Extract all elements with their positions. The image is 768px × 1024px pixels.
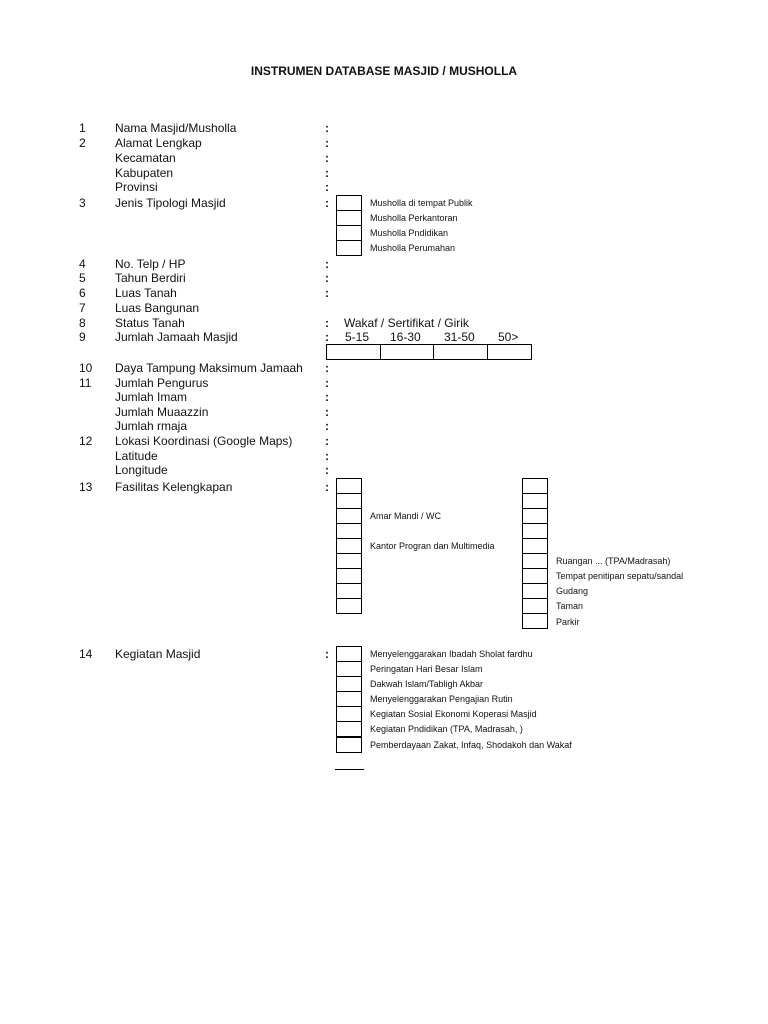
- label-lokasi-koordinasi: Lokasi Koordinasi (Google Maps): [115, 434, 293, 448]
- label-tipologi: Jenis Tipologi Masjid: [115, 196, 226, 210]
- row-number: 5: [79, 271, 86, 285]
- checkbox-fasilitas-right[interactable]: [522, 523, 548, 539]
- label-jumlah-muaazzin: Jumlah Muaazzin: [115, 405, 209, 419]
- colon: :: [325, 463, 329, 477]
- option-fasilitas-penitipan: Tempat penitipan sepatu/sandal: [556, 571, 684, 581]
- checkbox-kegiatan-sosial[interactable]: [336, 706, 362, 722]
- checkbox-fasilitas-left[interactable]: [336, 523, 362, 539]
- divider-line: [335, 769, 364, 770]
- colon: :: [325, 390, 329, 404]
- label-luas-bangunan: Luas Bangunan: [115, 301, 200, 315]
- label-longitude: Longitude: [115, 463, 168, 477]
- row-number: 12: [79, 434, 93, 448]
- colon: :: [325, 647, 329, 661]
- option-tipologi-pendidikan: Musholla Pndidikan: [370, 228, 449, 238]
- option-fasilitas-parkir: Parkir: [556, 617, 580, 627]
- jamaah-cell-50-plus[interactable]: [487, 344, 532, 360]
- checkbox-fasilitas-right[interactable]: [522, 508, 548, 524]
- label-provinsi: Provinsi: [115, 180, 158, 194]
- colon: :: [325, 449, 329, 463]
- label-kegiatan: Kegiatan Masjid: [115, 647, 201, 661]
- label-nama-masjid: Nama Masjid/Musholla: [115, 121, 237, 135]
- colon: :: [325, 376, 329, 390]
- jamaah-cell-31-50[interactable]: [433, 344, 488, 360]
- option-kegiatan-sosial: Kegiatan Sosial Ekonomi Koperasi Masjid: [370, 709, 537, 719]
- label-luas-tanah: Luas Tanah: [115, 286, 177, 300]
- colon: :: [325, 180, 329, 194]
- option-tipologi-publik: Musholla di tempat Publik: [370, 198, 473, 208]
- checkbox-fasilitas-right[interactable]: [522, 493, 548, 509]
- checkbox-fasilitas-right[interactable]: [522, 478, 548, 494]
- checkbox-fasilitas-ruangan[interactable]: [522, 553, 548, 569]
- row-number: 4: [79, 257, 86, 271]
- colon: :: [325, 434, 329, 448]
- label-kecamatan: Kecamatan: [115, 151, 176, 165]
- colon: :: [325, 136, 329, 150]
- checkbox-kegiatan-zakat[interactable]: [336, 737, 362, 753]
- jamaah-range-label: 50>: [498, 330, 519, 344]
- option-tipologi-perumahan: Musholla Perumahan: [370, 243, 456, 253]
- colon: :: [325, 316, 329, 330]
- row-number: 6: [79, 286, 86, 300]
- checkbox-tipologi-publik[interactable]: [336, 195, 362, 211]
- label-jumlah-remaja: Jumlah rmaja: [115, 419, 188, 433]
- row-number: 9: [79, 330, 86, 344]
- label-status-tanah: Status Tanah: [115, 316, 185, 330]
- row-number: 3: [79, 196, 86, 210]
- colon: :: [325, 419, 329, 433]
- colon: :: [325, 480, 329, 494]
- label-jumlah-pengurus: Jumlah Pengurus: [115, 376, 209, 390]
- checkbox-tipologi-perkantoran[interactable]: [336, 210, 362, 226]
- label-telp: No. Telp / HP: [115, 257, 186, 271]
- label-alamat: Alamat Lengkap: [115, 136, 202, 150]
- checkbox-tipologi-perumahan[interactable]: [336, 240, 362, 256]
- option-kegiatan-zakat: Pemberdayaan Zakat, Infaq, Shodakoh dan Wakaf: [370, 740, 572, 750]
- colon: :: [325, 271, 329, 285]
- checkbox-kegiatan-phbi[interactable]: [336, 661, 362, 677]
- option-kegiatan-dakwah: Dakwah Islam/Tabligh Akbar: [370, 679, 484, 689]
- checkbox-kegiatan-sholat[interactable]: [336, 646, 362, 662]
- colon: :: [325, 151, 329, 165]
- row-number: 1: [79, 121, 86, 135]
- label-kabupaten: Kabupaten: [115, 166, 174, 180]
- checkbox-kegiatan-pengajian[interactable]: [336, 691, 362, 707]
- row-number: 8: [79, 316, 86, 330]
- option-kegiatan-phbi: Peringatan Hari Besar Islam: [370, 664, 483, 674]
- label-jumlah-jamaah: Jumlah Jamaah Masjid: [115, 330, 238, 344]
- checkbox-fasilitas-left[interactable]: [336, 598, 362, 614]
- row-number: 14: [79, 647, 93, 661]
- option-kegiatan-sholat: Menyelenggarakan Ibadah Sholat fardhu: [370, 649, 533, 659]
- colon: :: [325, 196, 329, 210]
- colon: :: [325, 166, 329, 180]
- option-fasilitas-ruangan: Ruangan ... (TPA/Madrasah): [556, 556, 671, 566]
- checkbox-fasilitas-right[interactable]: [522, 538, 548, 554]
- colon: :: [325, 361, 329, 375]
- checkbox-fasilitas-penitipan[interactable]: [522, 568, 548, 584]
- checkbox-kegiatan-pendidikan[interactable]: [336, 721, 362, 737]
- checkbox-fasilitas-parkir[interactable]: [522, 613, 548, 629]
- option-fasilitas-taman: Taman: [556, 601, 584, 611]
- checkbox-fasilitas-left[interactable]: [336, 568, 362, 584]
- checkbox-fasilitas-left[interactable]: [336, 478, 362, 494]
- checkbox-fasilitas-kantor[interactable]: [336, 538, 362, 554]
- row-number: 13: [79, 480, 93, 494]
- row-number: 11: [79, 376, 92, 390]
- colon: :: [325, 257, 329, 271]
- colon: :: [325, 286, 329, 300]
- checkbox-fasilitas-amar-mandi[interactable]: [336, 508, 362, 524]
- colon: :: [325, 405, 329, 419]
- colon: :: [325, 330, 329, 344]
- checkbox-tipologi-pendidikan[interactable]: [336, 225, 362, 241]
- colon: :: [325, 121, 329, 135]
- option-fasilitas-kantor: Kantor Progran dan Multimedia: [370, 541, 495, 551]
- option-fasilitas-gudang: Gudang: [556, 586, 589, 596]
- jamaah-cell-5-15[interactable]: [326, 344, 381, 360]
- jamaah-range-label: 5-15: [345, 330, 370, 344]
- checkbox-fasilitas-left[interactable]: [336, 493, 362, 509]
- label-tahun-berdiri: Tahun Berdiri: [115, 271, 186, 285]
- option-kegiatan-pendidikan: Kegiatan Pndidikan (TPA, Madrasah, ): [370, 724, 523, 734]
- row-number: 2: [79, 136, 86, 150]
- option-tipologi-perkantoran: Musholla Perkantoran: [370, 213, 458, 223]
- option-fasilitas-amar-mandi: Amar Mandi / WC: [370, 511, 442, 521]
- status-tanah-options: Wakaf / Sertifikat / Girik: [344, 316, 469, 330]
- option-kegiatan-pengajian: Menyelenggarakan Pengajian Rutin: [370, 694, 513, 704]
- checkbox-fasilitas-left[interactable]: [336, 553, 362, 569]
- label-fasilitas: Fasilitas Kelengkapan: [115, 480, 233, 494]
- label-latitude: Latitude: [115, 449, 158, 463]
- jamaah-range-label: 31-50: [444, 330, 475, 344]
- page-title: INSTRUMEN DATABASE MASJID / MUSHOLLA: [250, 64, 518, 78]
- label-daya-tampung: Daya Tampung Maksimum Jamaah: [115, 361, 303, 375]
- label-jumlah-imam: Jumlah Imam: [115, 390, 188, 404]
- jamaah-range-label: 16-30: [390, 330, 421, 344]
- jamaah-cell-16-30[interactable]: [380, 344, 434, 360]
- checkbox-fasilitas-left[interactable]: [336, 583, 362, 599]
- row-number: 7: [79, 301, 86, 315]
- checkbox-kegiatan-dakwah[interactable]: [336, 676, 362, 692]
- checkbox-fasilitas-taman[interactable]: [522, 598, 548, 614]
- checkbox-fasilitas-gudang[interactable]: [522, 583, 548, 599]
- row-number: 10: [79, 361, 93, 375]
